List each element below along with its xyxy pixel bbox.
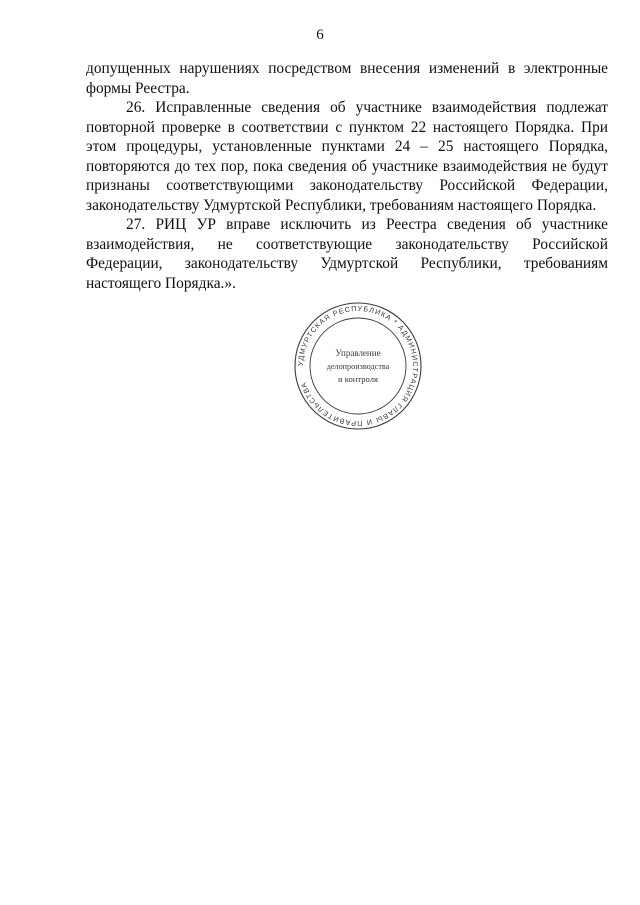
paragraph-27: 27. РИЦ УР вправе исключить из Реестра сведения об участнике взаимодействия, не соответствующие законодательству Российской Федерации, законодательству Удмуртской Республики, требованиям настоящего Порядка.». xyxy=(86,216,608,292)
seal-center-line-2: делопроизводства xyxy=(326,362,390,371)
seal-ring-text: УДМУРТСКАЯ РЕСПУБЛИКА * АДМИНИСТРАЦИЯ ГЛАВЫ И ПРАВИТЕЛЬСТВА xyxy=(295,303,421,429)
page-number: 6 xyxy=(316,27,324,43)
paragraph-continuation: допущенных нарушениях посредством внесения изменений в электронные формы Реестра. xyxy=(86,60,608,97)
seal-center-line-1: Управление xyxy=(335,348,381,358)
document-body xyxy=(86,59,608,293)
paragraph-26: 26. Исправленные сведения об участнике взаимодействия подлежат повторной проверке в соответствии с пунктом 22 настоящего Порядка. При этом процедуры, установленные пунктами 24 – 25 настоящего Порядка, повторяются до тех пор, пока сведения об участнике взаимодействия не будут признаны соответствующими законодательству Российской Федерации, законодательству Удмуртской Республики, требованиям настоящего Порядка. xyxy=(86,99,608,214)
seal-center-line-3: и контроля xyxy=(338,374,378,384)
official-seal xyxy=(292,300,424,432)
